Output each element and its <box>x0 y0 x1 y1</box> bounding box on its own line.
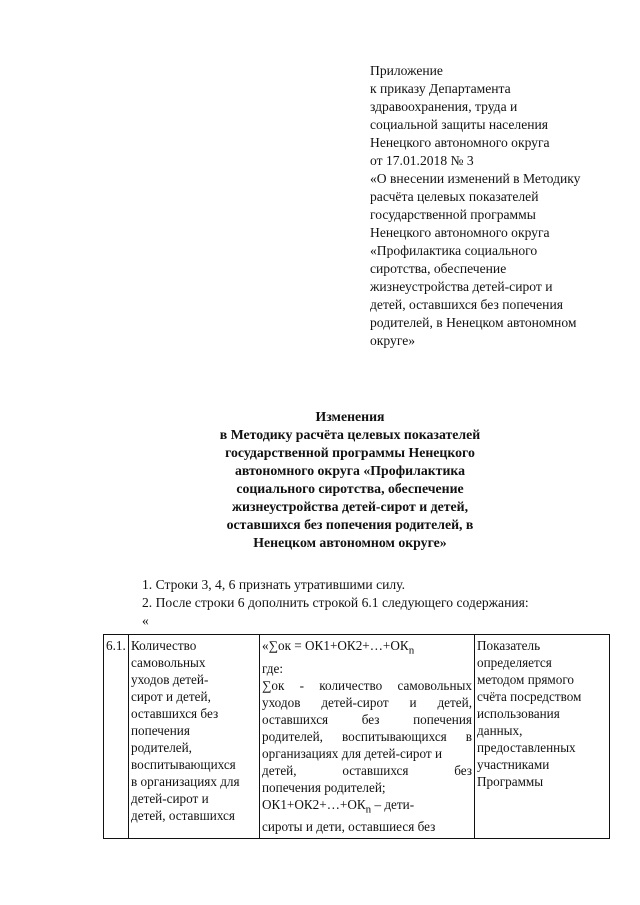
appendix-line: социальной защиты населения <box>370 117 549 132</box>
appendix-line: Ненецкого автономного округа <box>370 135 550 150</box>
formula-subscript: n <box>365 803 372 816</box>
formula-word: самовольных <box>397 677 472 693</box>
formula-word: оставшихся <box>342 762 409 778</box>
note-line: методом прямого <box>477 672 575 687</box>
note-line: определяется <box>477 655 552 670</box>
formula-word: и <box>409 694 417 710</box>
title-line: Ненецком автономном округе» <box>253 535 447 550</box>
formula-cell <box>260 635 475 839</box>
document-title <box>150 408 550 552</box>
name-line: уходов детей- <box>131 672 209 687</box>
formula-word: родителей, <box>262 728 323 744</box>
appendix-line: расчёта целевых показателей <box>370 189 539 204</box>
formula-line <box>262 677 472 694</box>
change-item-1: 1. Строки 3, 4, 6 признать утратившими силу. <box>142 577 406 592</box>
name-line: воспитывающихся <box>131 757 236 772</box>
formula-line <box>262 762 472 779</box>
table-row <box>104 635 610 839</box>
appendix-line: родителей, в Ненецком автономном <box>370 315 577 330</box>
formula-line <box>262 637 472 660</box>
name-line: попечения <box>131 723 190 738</box>
formula-line <box>262 728 472 745</box>
name-line: детей-сирот и <box>131 791 209 806</box>
note-cell <box>475 635 610 839</box>
appendix-line: детей, оставшихся без попечения <box>370 297 563 312</box>
name-line: самовольных <box>131 655 206 670</box>
appendix-line: здравоохранения, труда и <box>370 99 518 114</box>
appendix-line: «Профилактика социального <box>370 243 538 258</box>
title-line: государственной программы Ненецкого <box>225 445 475 460</box>
indicator-table <box>103 634 610 839</box>
formula-line <box>262 694 472 711</box>
formula-word: оставшихся <box>262 711 329 727</box>
formula-word: детей, <box>262 762 297 778</box>
note-line: использования <box>477 706 560 721</box>
formula-line: где: <box>262 660 283 676</box>
formula-line: организациях для детей-сирот и <box>262 745 443 761</box>
formula-word: попечения <box>413 711 472 727</box>
note-line: счёта посредством <box>477 689 582 704</box>
appendix-line: к приказу Департамента <box>370 81 511 96</box>
change-item-2: 2. После строки 6 дополнить строкой 6.1 следующего содержания: <box>142 595 529 610</box>
appendix-line: Ненецкого автономного округа <box>370 225 550 240</box>
name-line: родителей, <box>131 740 192 755</box>
appendix-line: государственной программы <box>370 207 536 222</box>
formula-main: ОК1+ОК2+…+ОК <box>262 796 366 812</box>
note-line: участниками <box>477 757 550 772</box>
title-line: жизнеустройства детей-сирот и детей, <box>231 499 469 514</box>
indicator-name-cell <box>129 635 260 839</box>
title-line: Изменения <box>315 409 385 424</box>
formula-word: - <box>299 677 305 693</box>
appendix-line: Приложение <box>370 63 443 78</box>
note-line: предоставленных <box>477 740 576 755</box>
appendix-header <box>370 62 625 350</box>
title-line: оставшихся без попечения родителей, в <box>226 517 474 532</box>
formula-line <box>262 796 472 819</box>
title-line: социального сиротства, обеспечение <box>236 481 464 496</box>
note-line: Программы <box>477 774 544 789</box>
appendix-line: жизнеустройства детей-сирот и <box>370 279 553 294</box>
formula-line <box>262 711 472 728</box>
formula-tail: – дети- <box>371 796 415 812</box>
appendix-line: от 17.01.2018 № 3 <box>370 153 474 168</box>
formula-word: воспитывающихся <box>341 728 447 744</box>
formula-word: без <box>361 711 380 727</box>
formula-word: в <box>465 728 472 744</box>
appendix-line: сиротства, обеспечение <box>370 261 507 276</box>
formula-word: без <box>454 762 472 778</box>
formula-subscript: n <box>408 644 415 657</box>
formula-word: количество <box>319 677 383 693</box>
name-line: детей, оставшихся <box>131 808 235 823</box>
name-line: в организациях для <box>131 774 240 789</box>
formula-line: попечения родителей; <box>262 779 386 795</box>
note-line: данных, <box>477 723 523 738</box>
row-number: 6.1. <box>106 638 126 653</box>
formula-line: сироты и дети, оставшиеся без <box>262 819 436 835</box>
formula-word: ∑ок <box>262 677 285 693</box>
formula-word: уходов <box>262 694 301 710</box>
formula-main: «∑ок = ОК1+ОК2+…+ОК <box>262 638 409 653</box>
title-line: в Методику расчёта целевых показателей <box>219 427 481 442</box>
note-line: Показатель <box>477 638 541 653</box>
name-line: оставшихся без <box>131 706 219 721</box>
name-line: сирот и детей, <box>131 689 211 704</box>
title-line: автономного округа «Профилактика <box>234 463 466 478</box>
row-number-cell <box>104 635 129 839</box>
name-line: Количество <box>131 638 197 653</box>
appendix-line: округе» <box>370 333 416 348</box>
formula-word: детей-сирот <box>321 694 389 710</box>
change-items <box>142 576 529 630</box>
formula-word: детей, <box>437 694 472 710</box>
appendix-line: «О внесении изменений в Методику <box>370 171 581 186</box>
opening-quote: « <box>142 613 149 628</box>
